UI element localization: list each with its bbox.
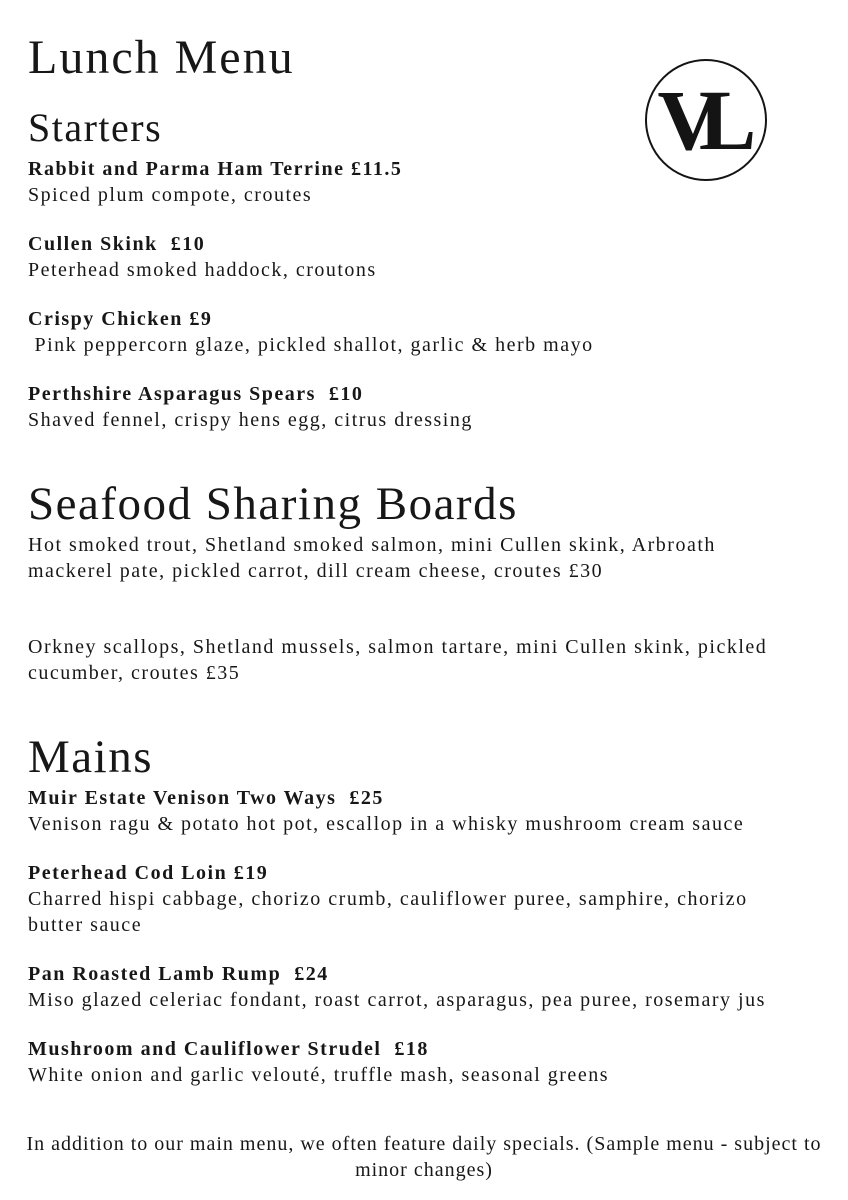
footer-note: In addition to our main menu, we often feature daily specials. (Sample menu - subject to minor changes) [26,1133,822,1181]
restaurant-logo [645,59,767,181]
item-name: Crispy Chicken £9 [28,308,213,330]
item-description: Miso glazed celeriac fondant, roast carrot, asparagus, pea puree, rosemary jus [28,989,766,1011]
menu-item [28,381,798,433]
logo-monogram-text: VL [657,72,736,168]
board-description: Orkney scallops, Shetland mussels, salmon tartare, mini Cullen skink, pickled cucumber, croutes £35 [28,636,774,684]
menu-item [28,860,798,938]
item-name: Rabbit and Parma Ham Terrine £11.5 [28,158,403,180]
menu-content [26,29,822,1183]
item-name: Muir Estate Venison Two Ways £25 [28,787,384,809]
menu-item [28,306,798,358]
section-title-starters: Starters [28,105,163,150]
board-description: Hot smoked trout, Shetland smoked salmon, mini Cullen skink, Arbroath mackerel pate, pickled carrot, dill cream cheese, croutes £30 [28,534,723,582]
item-name: Perthshire Asparagus Spears £10 [28,383,364,405]
item-description: Spiced plum compote, croutes [28,184,313,206]
item-description: Shaved fennel, crispy hens egg, citrus dressing [28,409,473,431]
section-title-mains: Mains [28,731,153,783]
section-seafood-sharing-boards [28,477,798,686]
item-description: Charred hispi cabbage, chorizo crumb, cauliflower puree, samphire, chorizo butter sauce [28,888,755,936]
menu-item [28,961,798,1013]
item-name: Pan Roasted Lamb Rump £24 [28,963,329,985]
item-description: Venison ragu & potato hot pot, escallop in a whisky mushroom cream sauce [28,813,745,835]
page-title: Lunch Menu [28,31,295,84]
item-name: Peterhead Cod Loin £19 [28,862,269,884]
item-description: Peterhead smoked haddock, croutons [28,259,377,281]
section-mains [28,730,798,1088]
item-name: Cullen Skink £10 [28,233,206,255]
menu-item [28,1036,798,1088]
item-description: White onion and garlic velouté, truffle mash, seasonal greens [28,1064,609,1086]
item-description: Pink peppercorn glaze, pickled shallot, garlic & herb mayo [28,334,594,356]
section-title-seafood: Seafood Sharing Boards [28,478,518,530]
menu-item [28,785,798,837]
menu-item [28,231,798,283]
item-name: Mushroom and Cauliflower Strudel £18 [28,1038,429,1060]
